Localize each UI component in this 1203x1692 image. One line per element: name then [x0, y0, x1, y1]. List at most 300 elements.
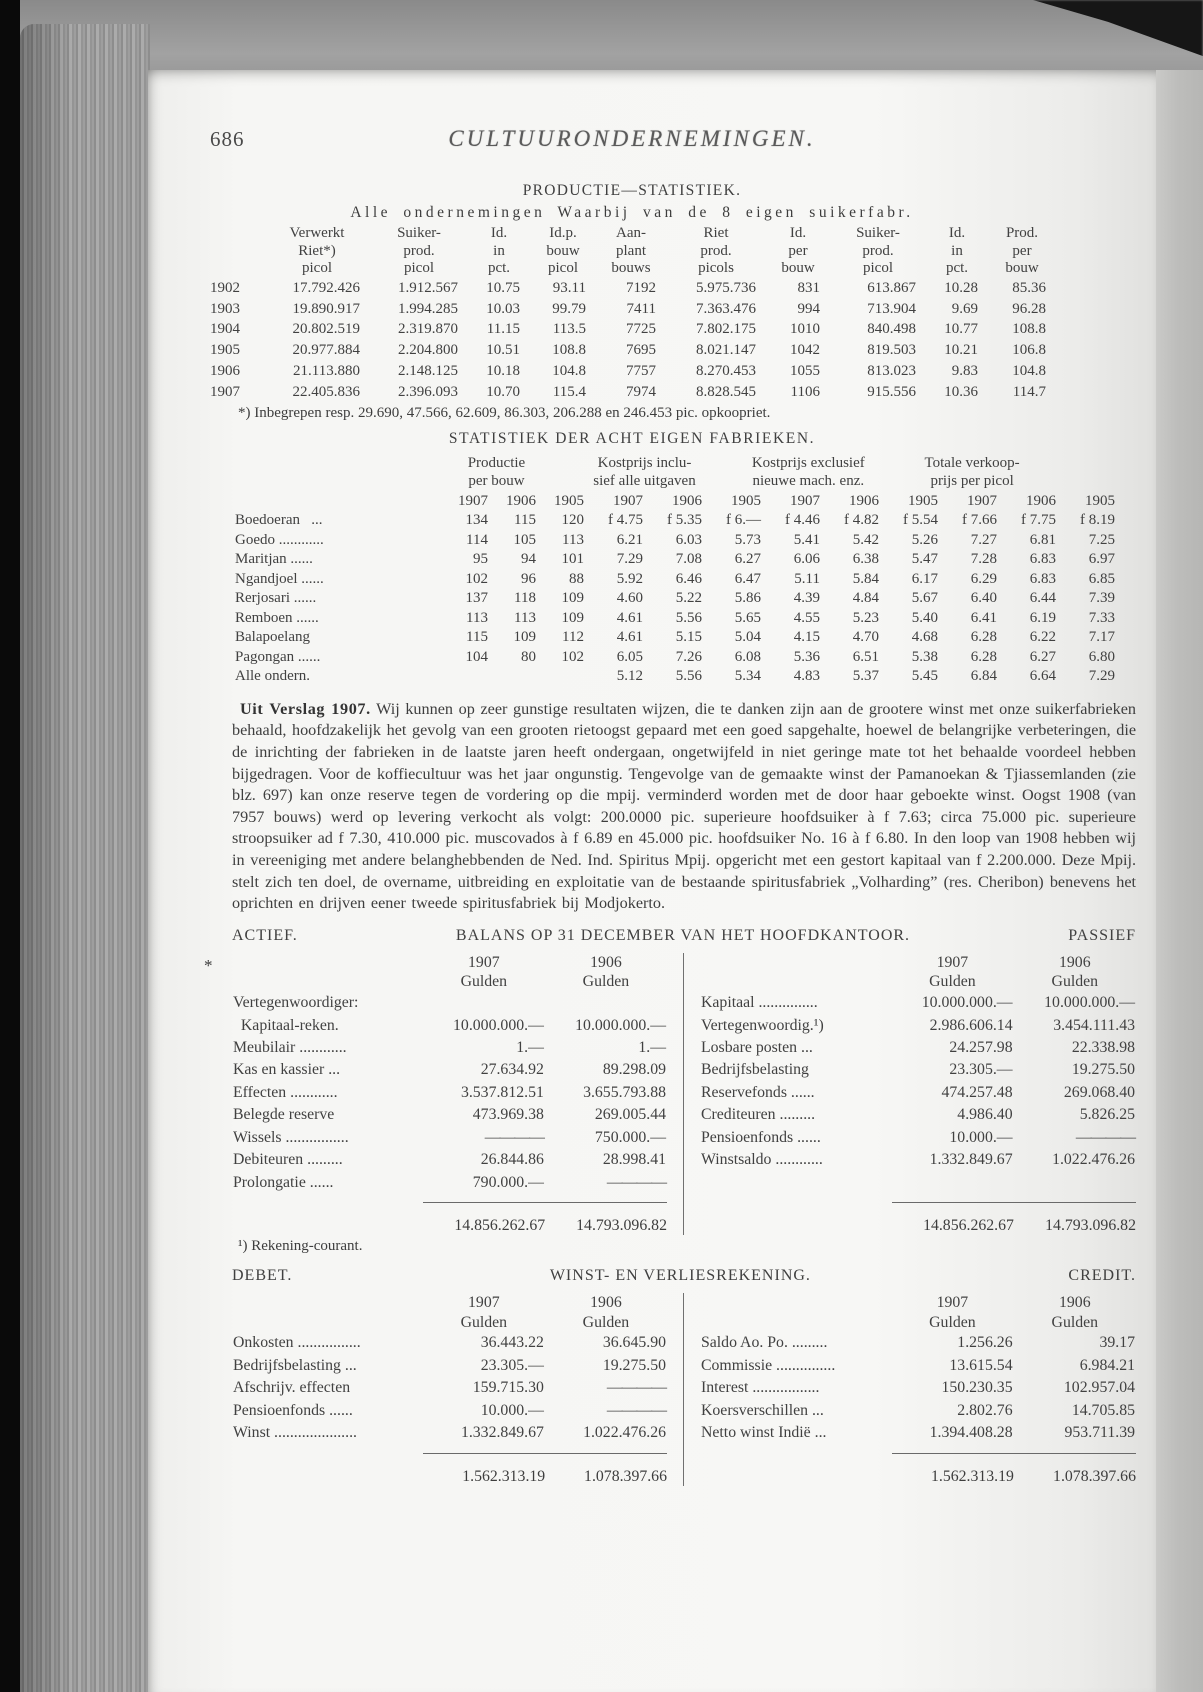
table-cell: 1906	[590, 953, 622, 971]
table-cell: pct.	[945, 260, 969, 277]
table-cell: 5.84	[852, 570, 879, 587]
table-cell: 840.498	[867, 321, 916, 338]
table-cell: 80	[521, 648, 536, 665]
debet-total-row	[232, 1445, 667, 1486]
book-page-edges	[20, 24, 150, 1692]
table-cell: Bedrijfsbelasting ...	[233, 1356, 357, 1374]
table-cell: 1.022.476.26	[583, 1424, 666, 1442]
table-cell	[232, 1293, 423, 1313]
table-cell: 6.28	[970, 648, 997, 665]
actief-table-body	[232, 992, 667, 1194]
table-cell: 85.36	[1012, 280, 1046, 297]
table-cell	[537, 667, 585, 687]
table-cell: 6.64	[1029, 668, 1056, 685]
table-cell: 4.61	[616, 629, 643, 646]
table-cell: 7.363.476	[696, 300, 756, 317]
table-cell: 5.56	[675, 668, 702, 685]
table-row	[234, 648, 1116, 668]
table-cell: 10.70	[486, 383, 520, 400]
table-cell: 5.826.25	[1079, 1106, 1135, 1124]
table-cell: 88	[569, 570, 584, 587]
table-cell: plant	[616, 242, 646, 259]
winst-verlies-title: WINST- EN VERLIESREKENING.	[549, 1266, 811, 1284]
table-cell: Debiteuren .........	[233, 1151, 343, 1169]
table-cell: 5.41	[793, 531, 820, 548]
table-cell: 5.42	[852, 531, 879, 548]
table-cell: 4.83	[793, 668, 820, 685]
scan-left-black-strip	[0, 0, 20, 1692]
table-cell: 120	[561, 512, 584, 529]
balans-table	[232, 953, 1136, 1235]
balans-actief-label: ACTIEF.	[232, 926, 298, 944]
debet-total-1907: 1.562.313.19	[423, 1453, 545, 1486]
table-cell: 4.70	[852, 629, 879, 646]
table-cell: 6.84	[970, 668, 997, 685]
table-cell: 1907	[468, 1293, 500, 1311]
table-cell: 14.705.85	[1071, 1401, 1135, 1419]
table-cell: 4.60	[616, 590, 643, 607]
group-header-verkoopprijs	[890, 454, 1054, 491]
table-cell: 10.000.—	[480, 1401, 544, 1419]
table-row	[210, 319, 1056, 340]
table-cell: 8.021.147	[696, 342, 756, 359]
table-cell: 5.12	[616, 668, 643, 685]
fabrieken-table	[234, 492, 1116, 687]
table-cell: 39.17	[1099, 1334, 1135, 1352]
table-cell: 1.912.567	[398, 280, 458, 297]
group-header-line: Kostprijs exclusief	[751, 455, 865, 472]
page-title: CULTUURONDERNEMINGEN.	[448, 126, 816, 151]
group-header-line: prijs per picol	[930, 473, 1014, 490]
table-cell: per	[1012, 242, 1032, 259]
table-row	[234, 511, 1116, 531]
table-cell: bouws	[611, 260, 651, 277]
table-row	[210, 225, 1056, 243]
table-cell: 1905	[210, 342, 240, 359]
table-cell: 6.27	[734, 551, 761, 568]
credit-table-head	[700, 1293, 1136, 1332]
table-cell: 1.994.285	[398, 300, 458, 317]
total-spacer	[700, 1453, 892, 1486]
table-row	[232, 1355, 667, 1377]
actief-total-row	[232, 1194, 667, 1235]
table-cell: 1904	[210, 321, 240, 338]
table-cell: 750.000.—	[594, 1128, 666, 1146]
group-header-kostprijs-exclusief	[726, 454, 890, 491]
table-cell: 10.28	[944, 280, 978, 297]
table-cell: 2.319.870	[398, 321, 458, 338]
table-cell: 1906	[672, 492, 702, 509]
table-row	[232, 1400, 667, 1422]
table-cell: 790.000.—	[472, 1173, 544, 1191]
table-cell	[210, 260, 264, 278]
table-cell: 6.05	[616, 648, 643, 665]
table-cell: 102	[465, 570, 488, 587]
table-cell: 269.068.40	[1063, 1083, 1135, 1101]
winst-verlies-table	[232, 1293, 1136, 1486]
table-cell: 1.—	[638, 1039, 666, 1057]
table-cell	[441, 667, 489, 687]
table-cell: 10.77	[944, 321, 978, 338]
table-cell: 474.257.48	[941, 1083, 1013, 1101]
passief-table	[700, 953, 1136, 1172]
table-cell: 10.03	[486, 300, 520, 317]
table-cell: 4.68	[911, 629, 938, 646]
table-row	[234, 570, 1116, 590]
table-cell	[700, 953, 891, 973]
table-cell: 6.41	[970, 609, 997, 626]
table-cell: 6.83	[1029, 551, 1056, 568]
table-cell: 6.28	[970, 629, 997, 646]
passief-table-head	[700, 953, 1136, 992]
table-cell: 6.44	[1029, 590, 1056, 607]
table-cell: Verwerkt	[289, 225, 345, 241]
balans-header	[232, 927, 1136, 945]
table-cell: f 5.54	[903, 512, 938, 529]
table-cell: 1907	[613, 492, 643, 509]
table-row	[232, 1313, 667, 1333]
table-cell: Riet*)	[298, 242, 336, 259]
table-cell: 6.38	[852, 551, 879, 568]
table-cell: 22.405.836	[292, 383, 360, 400]
table-cell: 1042	[790, 342, 820, 359]
table-cell: Remboen ......	[235, 609, 319, 626]
table-cell: 105	[513, 531, 536, 548]
table-row	[700, 1149, 1136, 1171]
table-row	[700, 1059, 1136, 1081]
table-cell: 2.802.76	[957, 1401, 1013, 1419]
table-row	[234, 492, 1116, 512]
table-row	[700, 1422, 1136, 1444]
table-cell: 1905	[908, 492, 938, 509]
passief-table-body	[700, 992, 1136, 1171]
table-cell: 8.270.453	[696, 362, 756, 379]
table-row	[234, 628, 1116, 648]
table-cell: in	[951, 242, 963, 259]
table-cell: 109	[561, 590, 584, 607]
table-cell: Rerjosari ......	[235, 590, 317, 607]
table-cell: 4.15	[793, 629, 820, 646]
table-cell: 9.83	[951, 362, 978, 379]
table-cell: 1.—	[516, 1039, 544, 1057]
table-cell: 6.21	[616, 531, 643, 548]
table-cell: 5.56	[675, 609, 702, 626]
table-cell: 10.75	[486, 280, 520, 297]
table-cell	[423, 992, 545, 1014]
table-cell: 115.4	[552, 383, 586, 400]
table-row	[210, 361, 1056, 382]
balans-actief-half	[232, 953, 684, 1235]
table-cell: 6.03	[675, 531, 702, 548]
table-cell: 104	[465, 648, 488, 665]
table-row	[210, 278, 1056, 299]
table-cell: f 5.35	[667, 512, 702, 529]
table-row	[700, 1293, 1136, 1313]
verslag-lead: Uit Verslag 1907.	[240, 699, 371, 718]
verslag-text: Wij kunnen op zeer gunstige resultaten wijzen, die te danken zijn aan de grootere winst met onze suikerfabrieken behaald, hoofdzakelijk het gevolg van een grooten rietoogst gepaard met een goed sapgehalte, hoewel de belangrijke verbeteringen, die de inrichting der fabrieken in de laatste jaren heeft ondergaan, ongetwijfeld in niet geringe mate tot het behaalde voordeel hebben bijgedragen. Voor de koffiecultuur was het jaar ongunstig. Tengevolge van de gemaakte winst der Pamanoekan & Tjiassemlanden (zie blz. 697) kan onze reserve tegen de vordering op die mpij. verminderd worden met de door haar geboekte winst. Oogst 1908 (van 7957 bouws) werd op levering verkocht als volgt: 200.0000 pic. superieure hoofdsuiker à f 7.63; circa 75.000 pic. superieure stroopsuiker ad f 7.30, 410.000 pic. muscovados à f 6.89 en 45.000 pic. hoofdsuiker No. 16 à f 6.80. In den loop van 1908 hebben wij in vereeniging met andere belanghebbenden de Ned. Ind. Spiritus Mpij. opgericht met een gestort kapitaal van f 2.200.000. Deze Mpij. stelt zich ten doel, de overname, uitbreiding en exploitatie van de bestaande spiritusfabriek „Volharding” (res. Cheribon) benevens het oprichten en drijven eener tweede spiritusfabriek bij Modjokerto.	[232, 699, 1136, 913]
table-cell: 108.8	[552, 342, 586, 359]
balans-passief-label: PASSIEF	[1068, 926, 1136, 944]
table-cell: bouw	[1005, 260, 1039, 277]
table-cell: 94	[521, 551, 536, 568]
table-cell: Winst .....................	[233, 1424, 357, 1442]
table-cell: 6.85	[1088, 570, 1115, 587]
table-row	[232, 972, 667, 992]
table-cell: 7.25	[1088, 531, 1115, 548]
table-cell: 953.711.39	[1064, 1424, 1135, 1442]
table-cell: Gulden	[460, 1313, 508, 1331]
table-cell: per	[788, 242, 808, 259]
table-cell: bouw	[546, 242, 580, 259]
table-cell: picol	[302, 260, 332, 277]
table-cell: 115	[514, 512, 536, 529]
table-cell	[234, 492, 441, 512]
table-cell: Goedo ............	[235, 531, 324, 548]
debet-label: DEBET.	[232, 1266, 293, 1284]
productie-subheading: Alle ondernemingen Waarbij van de 8 eigen suikerfabr.	[350, 204, 914, 221]
table-cell: 1905	[731, 492, 761, 509]
table-cell: f 7.75	[1021, 512, 1056, 529]
table-cell: 7.39	[1088, 590, 1115, 607]
scan-top-band	[0, 0, 1203, 72]
table-cell: 114.7	[1012, 383, 1046, 400]
debet-total-1906: 1.078.397.66	[545, 1453, 667, 1486]
table-cell: 5.11	[794, 570, 820, 587]
credit-total-1906: 1.078.397.66	[1014, 1453, 1136, 1486]
table-cell: 109	[513, 629, 536, 646]
table-cell: 36.645.90	[602, 1334, 666, 1352]
table-cell: 114	[466, 531, 488, 548]
table-cell: Gulden	[929, 1313, 976, 1331]
table-cell: 6.46	[675, 570, 702, 587]
table-cell: 1906	[1026, 492, 1056, 509]
table-cell	[232, 1313, 423, 1333]
table-cell: 4.55	[793, 609, 820, 626]
table-row	[232, 1149, 667, 1171]
table-cell: 5.92	[616, 570, 643, 587]
table-row	[210, 382, 1056, 403]
credit-total-1907: 1.562.313.19	[892, 1453, 1014, 1486]
table-cell: 7.29	[1088, 668, 1115, 685]
table-cell: 5.04	[734, 629, 761, 646]
group-header-line: Kostprijs inclu-	[597, 455, 692, 472]
table-row	[234, 667, 1116, 687]
table-cell: 3.537.812.51	[460, 1083, 544, 1101]
productie-statistiek-table	[210, 225, 1056, 402]
table-cell: 7.26	[675, 648, 702, 665]
total-spacer	[700, 1202, 892, 1235]
table-cell: 7.27	[970, 531, 997, 548]
book-page	[148, 70, 1156, 1692]
table-cell: 1907	[468, 953, 500, 971]
actief-table	[232, 953, 667, 1194]
group-header-line: per bouw	[468, 473, 525, 490]
table-cell: 713.904	[867, 300, 916, 317]
table-cell: 10.000.000.—	[921, 994, 1013, 1012]
table-cell: Onkosten ................	[233, 1334, 361, 1352]
table-row	[700, 953, 1136, 973]
table-cell: 7757	[626, 362, 656, 379]
table-cell: 7974	[626, 383, 656, 400]
table-cell: 6.97	[1088, 551, 1115, 568]
table-cell: 5.73	[734, 531, 761, 548]
table-cell: Id.	[948, 225, 966, 241]
table-cell: Suiker-	[856, 225, 900, 241]
table-cell: Gulden	[1051, 1313, 1099, 1331]
fabrieken-group-headers	[234, 454, 1054, 491]
table-cell: 10.36	[944, 383, 978, 400]
table-cell: Effecten ............	[233, 1083, 338, 1101]
table-cell	[232, 972, 423, 992]
table-cell: 10.000.000.—	[453, 1016, 544, 1034]
table-cell: 1906	[1059, 953, 1091, 971]
table-cell: Vertegenwoordig.¹)	[701, 1016, 824, 1034]
table-cell: 831	[797, 280, 820, 297]
table-cell: 3.655.793.88	[583, 1083, 666, 1101]
group-header-line: sief alle uitgaven	[593, 473, 696, 490]
table-cell: 6.17	[911, 570, 938, 587]
passief-total-row	[700, 1194, 1136, 1235]
table-cell: Vertegenwoordiger:	[233, 994, 359, 1012]
table-cell: 95	[473, 551, 488, 568]
table-cell: 1907	[967, 492, 997, 509]
table-cell: 1906	[210, 362, 240, 379]
table-row	[232, 992, 667, 1014]
table-cell: 6.19	[1029, 609, 1056, 626]
table-cell: 11.15	[486, 321, 520, 338]
table-cell: 102.957.04	[1063, 1379, 1135, 1397]
table-cell: 5.67	[911, 590, 938, 607]
table-cell: f 4.75	[608, 512, 643, 529]
table-cell: 6.80	[1088, 648, 1115, 665]
productie-table-body	[210, 278, 1056, 402]
table-row	[234, 550, 1116, 570]
table-cell: 104.8	[552, 362, 586, 379]
table-cell: 17.792.426	[292, 280, 360, 297]
group-header-kostprijs-inclusief	[563, 454, 727, 491]
table-cell: 7192	[626, 280, 656, 297]
table-cell: Gulden	[460, 973, 508, 991]
table-cell: 1.022.476.26	[1052, 1151, 1135, 1169]
table-cell	[232, 953, 423, 973]
balans-footnote: ¹) Rekening-courant.	[238, 1237, 363, 1254]
total-spacer	[232, 1453, 423, 1486]
table-cell: Boedoeran ...	[235, 512, 323, 529]
table-cell: 5.34	[734, 668, 761, 685]
table-cell: ————	[606, 1173, 666, 1191]
table-cell: 113	[514, 609, 536, 626]
table-cell: 96	[521, 570, 536, 587]
table-cell: Pensioenfonds ......	[701, 1128, 821, 1146]
table-cell: 6.29	[970, 570, 997, 587]
table-row	[232, 953, 667, 973]
table-cell: Interest .................	[701, 1379, 820, 1397]
table-cell: Alle ondern.	[235, 668, 310, 685]
table-cell: 7.802.175	[696, 321, 756, 338]
table-cell: f 7.66	[962, 512, 997, 529]
table-cell: 1907	[936, 1293, 969, 1311]
table-cell: 1907	[458, 492, 488, 509]
table-cell: 5.86	[734, 590, 761, 607]
table-cell: 5.36	[793, 648, 820, 665]
table-cell: in	[493, 242, 505, 259]
table-row	[210, 340, 1056, 361]
table-cell	[489, 667, 537, 687]
table-cell: bouw	[781, 260, 815, 277]
table-cell: 118	[514, 590, 536, 607]
table-cell: Gulden	[582, 973, 630, 991]
table-cell: picol	[863, 260, 893, 277]
table-cell: Id.	[789, 225, 807, 241]
debet-table-head	[232, 1293, 667, 1332]
table-cell: 101	[561, 551, 584, 568]
table-cell: Pagongan ......	[235, 648, 321, 665]
table-cell: 6.22	[1029, 629, 1056, 646]
table-cell: 5.47	[911, 551, 938, 568]
table-cell: 613.867	[867, 280, 916, 297]
table-cell: 1907	[936, 953, 969, 971]
table-cell: 5.40	[911, 609, 938, 626]
table-cell: f 4.82	[844, 512, 879, 529]
table-cell: 10.21	[944, 342, 978, 359]
table-row	[232, 1293, 667, 1313]
fabrieken-table-body	[234, 492, 1116, 687]
balans-passief-half	[684, 953, 1136, 1235]
page-number: 686	[210, 127, 245, 151]
table-cell: 4.61	[616, 609, 643, 626]
table-cell: 26.844.86	[480, 1151, 544, 1169]
table-cell: 22.338.98	[1071, 1039, 1135, 1057]
table-cell: 5.15	[675, 629, 702, 646]
table-cell: 7.08	[675, 551, 702, 568]
table-cell: prod.	[403, 242, 435, 259]
table-cell: Riet	[703, 225, 729, 241]
table-cell: Gulden	[929, 973, 976, 991]
table-cell: 4.986.40	[957, 1106, 1013, 1124]
table-cell: 5.45	[911, 668, 938, 685]
table-row	[700, 992, 1136, 1014]
group-header-spacer	[234, 454, 430, 491]
table-cell: 109	[561, 609, 584, 626]
table-cell	[700, 1313, 891, 1333]
table-cell: 6.40	[970, 590, 997, 607]
credit-table-body	[700, 1332, 1136, 1444]
table-row	[700, 1332, 1136, 1354]
credit-table	[700, 1293, 1136, 1445]
group-header-productie	[430, 454, 562, 491]
table-cell: 7.28	[970, 551, 997, 568]
table-row	[234, 589, 1116, 609]
table-cell: Gulden	[1051, 973, 1099, 991]
table-cell: 3.454.111.43	[1053, 1016, 1135, 1034]
table-cell: Commissie ...............	[701, 1356, 836, 1374]
table-cell: 27.634.92	[480, 1061, 544, 1079]
table-cell: 1906	[1059, 1293, 1091, 1311]
credit-half	[684, 1293, 1136, 1486]
table-cell: 1902	[210, 280, 240, 297]
table-cell: 1906	[506, 492, 536, 509]
table-cell: 1903	[210, 300, 240, 317]
table-row	[700, 1082, 1136, 1104]
page-header	[210, 126, 1054, 152]
table-cell: Prod.	[1005, 225, 1039, 241]
table-cell: Id.	[490, 225, 508, 241]
table-cell	[700, 1293, 891, 1313]
actief-total-1907: 14.856.262.67	[423, 1202, 545, 1235]
table-cell: Winstsaldo ............	[701, 1151, 823, 1169]
table-row	[210, 243, 1056, 261]
table-row	[700, 1377, 1136, 1399]
